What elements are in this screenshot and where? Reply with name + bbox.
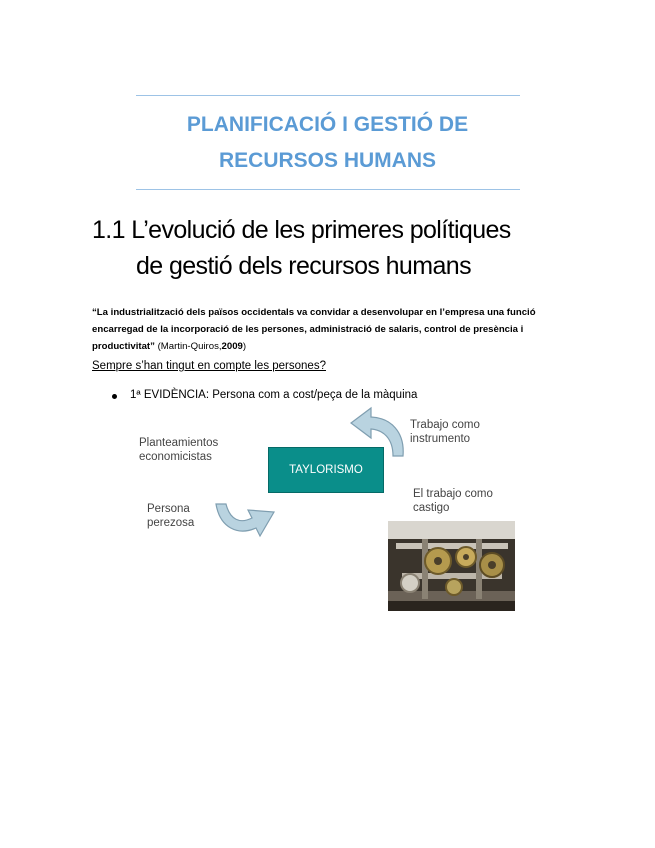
document-title-line-1: PLANIFICACIÓ I GESTIÓ DE — [186, 113, 469, 136]
label-persona — [147, 502, 194, 530]
bullet-evidence-1 — [130, 389, 417, 401]
label-planteamientos-2: economicistas — [139, 451, 212, 463]
title-rule-bottom — [136, 189, 520, 190]
section-heading-line-2: de gestió dels recursos humans — [136, 252, 471, 280]
bullet-text: 1ª EVIDÈNCIA: Persona com a cost/peça de la màquina — [130, 389, 418, 401]
quote-text-3: productivitat” — [92, 341, 155, 352]
section-heading-line-1: 1.1 L’evolució de les primeres polítiques — [92, 216, 511, 244]
label-castigo — [413, 487, 493, 515]
gears-machinery-photo — [388, 521, 515, 611]
quote-line-3 — [92, 339, 572, 356]
question-subheading: Sempre s’han tingut en compte les persones? — [92, 360, 326, 372]
document-title-line-2: RECURSOS HUMANS — [218, 149, 436, 172]
label-trabajo-instrumento-2: instrumento — [410, 433, 471, 445]
quote-text-1: “La industrialització dels països occidentals va convidar a desenvolupar en l’empresa una funció — [92, 307, 536, 318]
quote-text-2: encarregad de la incorporació de les persones, administració de salaris, control de presència i — [92, 324, 524, 335]
label-trabajo-instrumento — [410, 418, 480, 446]
gears-photo-svg — [388, 521, 515, 611]
label-persona-2: perezosa — [147, 517, 195, 529]
label-castigo-1: El trabajo como — [413, 488, 493, 500]
label-planteamientos — [139, 436, 218, 464]
label-castigo-2: castigo — [413, 502, 450, 514]
quote-line-1 — [92, 305, 572, 322]
curved-arrow-icon-top — [343, 404, 413, 464]
label-trabajo-instrumento-1: Trabajo como — [410, 419, 480, 431]
curved-arrow-icon-bottom — [212, 498, 278, 544]
bullet-dot-icon — [112, 394, 117, 399]
quote-citation-end: ) — [242, 341, 247, 352]
label-persona-1: Persona — [147, 503, 190, 515]
title-rule-top — [136, 95, 520, 96]
quote-year: 2009 — [221, 341, 243, 352]
quote-line-2 — [92, 322, 572, 339]
quote-citation: (Martin-Quiros, — [154, 341, 222, 352]
label-planteamientos-1: Planteamientos — [139, 437, 219, 449]
taylorismo-label: TAYLORISMO — [289, 464, 363, 476]
